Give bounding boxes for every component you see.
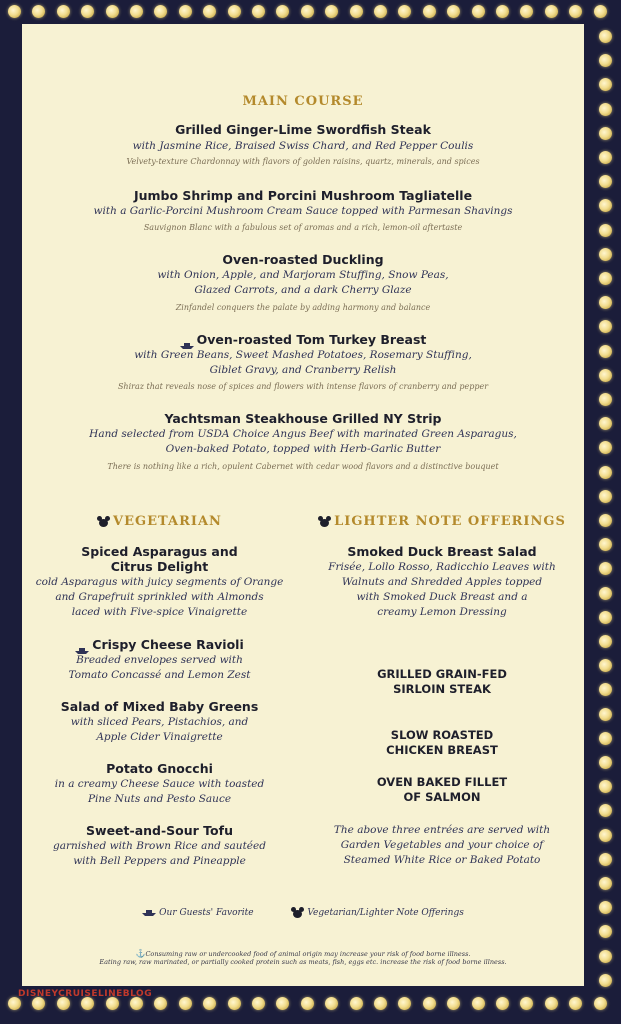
marquee-light xyxy=(599,635,612,648)
entree-name: SIRLOIN STEAK xyxy=(393,682,491,696)
marquee-light xyxy=(569,997,582,1010)
vegetarian-heading: VEGETARIAN xyxy=(113,514,222,529)
dish-name: Spiced Asparagus and xyxy=(81,544,238,559)
dish-name-row xyxy=(22,332,584,348)
anchor-icon: ⚓ xyxy=(135,949,146,958)
marquee-light xyxy=(106,5,119,18)
dish-name: Smoked Duck Breast Salad xyxy=(347,544,537,559)
marquee-light xyxy=(252,997,265,1010)
entree-name: SLOW ROASTED xyxy=(390,728,494,742)
marquee-light xyxy=(252,5,265,18)
marquee-light xyxy=(423,997,436,1010)
dish-description: creamy Lemon Dressing xyxy=(377,606,507,618)
dish-description: Breaded envelopes served with xyxy=(76,654,243,666)
dish-description: with Bell Peppers and Pineapple xyxy=(73,855,246,867)
marquee-light xyxy=(447,997,460,1010)
main-course-heading: MAIN COURSE xyxy=(242,94,364,109)
vegetarian-heading-row xyxy=(22,514,297,529)
marquee-light xyxy=(599,103,612,116)
marquee-light xyxy=(154,997,167,1010)
dish-name: Crispy Cheese Ravioli xyxy=(92,637,244,652)
marquee-light xyxy=(599,708,612,721)
dish-description: Glazed Carrots, and a dark Cherry Glaze xyxy=(194,284,412,296)
marquee-light xyxy=(228,997,241,1010)
dish-name-row xyxy=(22,637,297,653)
entree-name: CHICKEN BREAST xyxy=(386,743,498,757)
marquee-light xyxy=(599,780,612,793)
marquee-light xyxy=(599,30,612,43)
marquee-light xyxy=(496,997,509,1010)
marquee-light xyxy=(350,5,363,18)
marquee-light xyxy=(599,272,612,285)
marquee-light xyxy=(276,997,289,1010)
marquee-light xyxy=(599,974,612,987)
dish-description: Apple Cider Vinaigrette xyxy=(96,731,223,743)
marquee-light xyxy=(203,5,216,18)
dish-description: with Jasmine Rice, Braised Swiss Chard, and Red Pepper Coulis xyxy=(132,140,474,152)
marquee-light xyxy=(179,5,192,18)
ship-icon xyxy=(180,337,194,344)
marquee-light xyxy=(599,829,612,842)
marquee-light xyxy=(599,562,612,575)
marquee-light xyxy=(203,997,216,1010)
entree-name: GRILLED GRAIN-FED xyxy=(377,667,507,681)
dish-name: Salad of Mixed Baby Greens xyxy=(60,699,259,714)
marquee-light xyxy=(599,732,612,745)
wine-pairing: Zinfandel conquers the palate by adding harmony and balance xyxy=(175,303,431,312)
marquee-light xyxy=(57,5,70,18)
mickey-head-icon xyxy=(97,516,110,527)
marquee-light xyxy=(599,369,612,382)
marquee-light xyxy=(599,611,612,624)
dish-name: Oven-roasted Duckling xyxy=(222,252,384,267)
marquee-light xyxy=(599,248,612,261)
marquee-light xyxy=(599,587,612,600)
marquee-light xyxy=(599,175,612,188)
marquee-light xyxy=(325,5,338,18)
marquee-light xyxy=(447,5,460,18)
marquee-light xyxy=(374,997,387,1010)
dish-description: garnished with Brown Rice and sautéed xyxy=(53,840,266,852)
marquee-light xyxy=(599,853,612,866)
dish-name: Grilled Ginger-Lime Swordfish Steak xyxy=(175,122,431,137)
marquee-light xyxy=(520,997,533,1010)
dish-description: Oven-baked Potato, topped with Herb-Garlic Butter xyxy=(165,443,441,455)
dish-name: Yachtsman Steakhouse Grilled NY Strip xyxy=(164,411,442,426)
entree-note: Garden Vegetables and your choice of xyxy=(340,839,544,851)
marquee-light xyxy=(276,5,289,18)
marquee-light xyxy=(472,997,485,1010)
marquee-light xyxy=(374,5,387,18)
entree-name: OF SALMON xyxy=(403,790,481,804)
marquee-light xyxy=(599,659,612,672)
marquee-light xyxy=(8,5,21,18)
disclaimer-text: Consuming raw or undercooked food of animal origin may increase your risk of food borne illness. xyxy=(145,950,471,958)
marquee-light xyxy=(599,466,612,479)
marquee-light xyxy=(599,296,612,309)
dish-description: and Grapefruit sprinkled with Almonds xyxy=(55,591,264,603)
wine-pairing: There is nothing like a rich, opulent Cabernet with cedar wood flavors and a distinctive bouquet xyxy=(107,462,499,471)
marquee-light xyxy=(154,5,167,18)
menu-paper xyxy=(22,24,584,986)
legend xyxy=(22,907,584,918)
dish-description: Giblet Gravy, and Cranberry Relish xyxy=(209,364,397,376)
marquee-light xyxy=(599,950,612,963)
ship-icon xyxy=(75,642,89,649)
mickey-head-icon xyxy=(318,516,331,527)
dish-name: Jumbo Shrimp and Porcini Mushroom Tagliatelle xyxy=(133,188,473,203)
dish-description: with sliced Pears, Pistachios, and xyxy=(70,716,249,728)
marquee-light xyxy=(599,417,612,430)
entree-note: Steamed White Rice or Baked Potato xyxy=(343,854,541,866)
dish-description: with Onion, Apple, and Marjoram Stuffing, Snow Peas, xyxy=(157,269,449,281)
entree-name: OVEN BAKED FILLET xyxy=(376,775,508,789)
marquee-light xyxy=(599,127,612,140)
dish-description: laced with Five-spice Vinaigrette xyxy=(71,606,248,618)
marquee-light xyxy=(599,683,612,696)
dish-description: Frisée, Lollo Rosso, Radicchio Leaves with xyxy=(328,561,556,573)
marquee-light xyxy=(520,5,533,18)
dish-name: Citrus Delight xyxy=(110,559,209,574)
marquee-light xyxy=(569,5,582,18)
marquee-light xyxy=(32,5,45,18)
marquee-light xyxy=(599,199,612,212)
ship-icon xyxy=(142,909,156,916)
dish-name: Potato Gnocchi xyxy=(106,761,213,776)
marquee-light xyxy=(423,5,436,18)
marquee-light xyxy=(594,5,607,18)
disclaimer-text: Eating raw, raw marinated, or partially cooked protein such as meats, fish, eggs etc. increase the risk of food borne illness. xyxy=(99,958,507,966)
dish-name: Oven-roasted Tom Turkey Breast xyxy=(196,332,427,347)
dish-description: Walnuts and Shredded Apples topped xyxy=(341,576,543,588)
marquee-light xyxy=(599,320,612,333)
watermark: DISNEYCRUISELINEBLOG xyxy=(18,989,153,999)
lighter-heading-row xyxy=(300,514,584,529)
marquee-light xyxy=(599,804,612,817)
marquee-light xyxy=(599,393,612,406)
marquee-light xyxy=(472,5,485,18)
wine-pairing: Sauvignon Blanc with a fabulous set of aromas and a rich, lemon-oil aftertaste xyxy=(143,223,463,232)
marquee-light xyxy=(599,514,612,527)
marquee-light xyxy=(228,5,241,18)
marquee-light xyxy=(545,5,558,18)
dish-description: with Green Beans, Sweet Mashed Potatoes, Rosemary Stuffing, xyxy=(134,349,472,361)
marquee-light xyxy=(599,901,612,914)
dish-description: in a creamy Cheese Sauce with toasted xyxy=(54,778,265,790)
dish-description: cold Asparagus with juicy segments of Orange xyxy=(35,576,284,588)
marquee-light xyxy=(599,224,612,237)
mickey-head-icon xyxy=(291,907,304,918)
marquee-light xyxy=(599,78,612,91)
dish-description: Pine Nuts and Pesto Sauce xyxy=(87,793,232,805)
marquee-light xyxy=(301,997,314,1010)
marquee-light xyxy=(599,151,612,164)
entree-note: The above three entrées are served with xyxy=(333,824,551,836)
marquee-light xyxy=(599,490,612,503)
marquee-light xyxy=(398,5,411,18)
marquee-light xyxy=(599,925,612,938)
marquee-light xyxy=(599,54,612,67)
marquee-light xyxy=(301,5,314,18)
lighter-heading: LIGHTER NOTE OFFERINGS xyxy=(334,514,566,529)
marquee-light xyxy=(496,5,509,18)
dish-description: Tomato Concassé and Lemon Zest xyxy=(68,669,251,681)
marquee-light xyxy=(179,997,192,1010)
marquee-light xyxy=(599,756,612,769)
legend-favorite: Our Guests' Favorite xyxy=(159,908,254,918)
marquee-light xyxy=(81,5,94,18)
wine-pairing: Shiraz that reveals nose of spices and flowers with intense flavors of cranberry and pepper xyxy=(117,382,489,391)
dish-name: Sweet-and-Sour Tofu xyxy=(86,823,233,838)
dish-description: Hand selected from USDA Choice Angus Beef with marinated Green Asparagus, xyxy=(89,428,517,440)
marquee-light xyxy=(130,5,143,18)
wine-pairing: Velvety-texture Chardonnay with flavors of golden raisins, quartz, minerals, and spices xyxy=(126,157,480,166)
marquee-light xyxy=(599,877,612,890)
dish-description: with a Garlic-Porcini Mushroom Cream Sauce topped with Parmesan Shavings xyxy=(93,205,513,217)
marquee-light xyxy=(599,345,612,358)
legend-veg: Vegetarian/Lighter Note Offerings xyxy=(307,908,464,918)
marquee-light xyxy=(545,997,558,1010)
marquee-light xyxy=(594,997,607,1010)
marquee-light xyxy=(398,997,411,1010)
marquee-light xyxy=(599,441,612,454)
marquee-light xyxy=(350,997,363,1010)
marquee-light xyxy=(325,997,338,1010)
dish-description: with Smoked Duck Breast and a xyxy=(356,591,528,603)
marquee-light xyxy=(599,538,612,551)
